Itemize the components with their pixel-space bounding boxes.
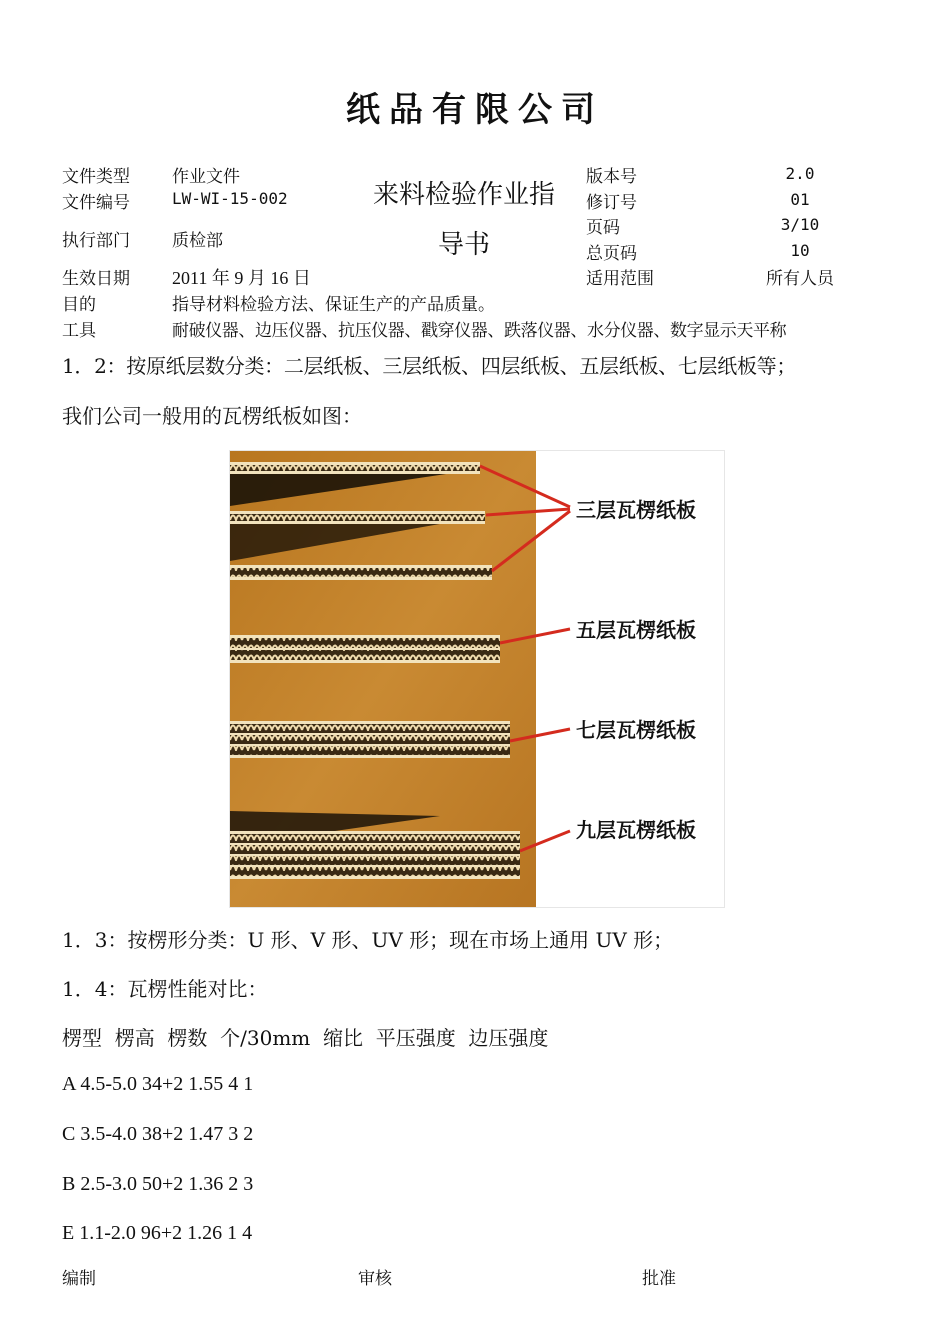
- footer-compiled: 编制: [62, 1269, 96, 1289]
- page-value: 3/10: [780, 215, 820, 234]
- three-layer-board-3: [230, 565, 492, 580]
- seven-layer-board: [230, 721, 510, 758]
- doc-title-line1: 来料检验作业指: [372, 180, 555, 210]
- scope-label: 适用范围: [586, 269, 654, 289]
- page-label: 页码: [586, 218, 620, 238]
- label-three-layer: 三层瓦楞纸板: [576, 498, 696, 522]
- label-five-layer: 五层瓦楞纸板: [576, 618, 696, 642]
- paragraph-flute-shape: 1．3：按楞形分类：U 形、V 形、UV 形；现在市场上通用 UV 形；: [62, 928, 674, 952]
- tools-label: 工具: [62, 321, 96, 341]
- dept-label: 执行部门: [62, 231, 130, 251]
- three-layer-board-2: [230, 511, 485, 524]
- paragraph-performance: 1．4：瓦楞性能对比：: [62, 977, 268, 1001]
- table-header: 楞型 楞高 楞数 个/30mm 缩比 平压强度 边压强度: [62, 1026, 549, 1050]
- nine-layer-board: [230, 831, 520, 879]
- company-title: 纸品有限公司: [346, 90, 604, 130]
- purpose-value: 指导材料检验方法、保证生产的产品质量。: [172, 295, 495, 315]
- table-row: B 2.5-3.0 50+2 1.36 2 3: [62, 1173, 254, 1195]
- table-row: A 4.5-5.0 34+2 1.55 4 1: [62, 1073, 254, 1095]
- paragraph-figure-intro: 我们公司一般用的瓦楞纸板如图：: [62, 404, 362, 428]
- revision-label: 修订号: [586, 193, 637, 213]
- corrugated-board-illustration: [230, 451, 724, 907]
- three-layer-board-1: [230, 462, 480, 474]
- five-layer-board: [230, 635, 500, 663]
- doc-title-line2: 导书: [437, 230, 490, 260]
- doc-type-label: 文件类型: [62, 167, 130, 187]
- version-label: 版本号: [586, 167, 637, 187]
- dept-value: 质检部: [172, 231, 223, 251]
- doc-type-value: 作业文件: [172, 167, 240, 187]
- purpose-label: 目的: [62, 295, 96, 315]
- table-row: C 3.5-4.0 38+2 1.47 3 2: [62, 1123, 254, 1145]
- table-row: E 1.1-2.0 96+2 1.26 1 4: [62, 1222, 253, 1244]
- scope-value: 所有人员: [766, 269, 834, 289]
- footer-approved: 批准: [642, 1269, 676, 1289]
- tools-value: 耐破仪器、边压仪器、抗压仪器、戳穿仪器、跌落仪器、水分仪器、数字显示天平称: [172, 321, 787, 341]
- total-value: 10: [790, 241, 810, 260]
- label-seven-layer: 七层瓦楞纸板: [576, 718, 696, 742]
- doc-no-label: 文件编号: [62, 193, 130, 213]
- version-value: 2.0: [785, 164, 815, 183]
- revision-value: 01: [790, 190, 810, 209]
- effective-label: 生效日期: [62, 269, 130, 289]
- label-nine-layer: 九层瓦楞纸板: [576, 818, 696, 842]
- footer-reviewed: 审核: [358, 1269, 392, 1289]
- effective-value: 2011 年 9 月 16 日: [172, 268, 311, 288]
- paragraph-layers: 1．2：按原纸层数分类：二层纸板、三层纸板、四层纸板、五层纸板、七层纸板等；: [62, 354, 797, 378]
- corrugated-board-figure: [229, 450, 725, 908]
- doc-no-value: LW-WI-15-002: [172, 189, 288, 208]
- total-label: 总页码: [586, 244, 637, 264]
